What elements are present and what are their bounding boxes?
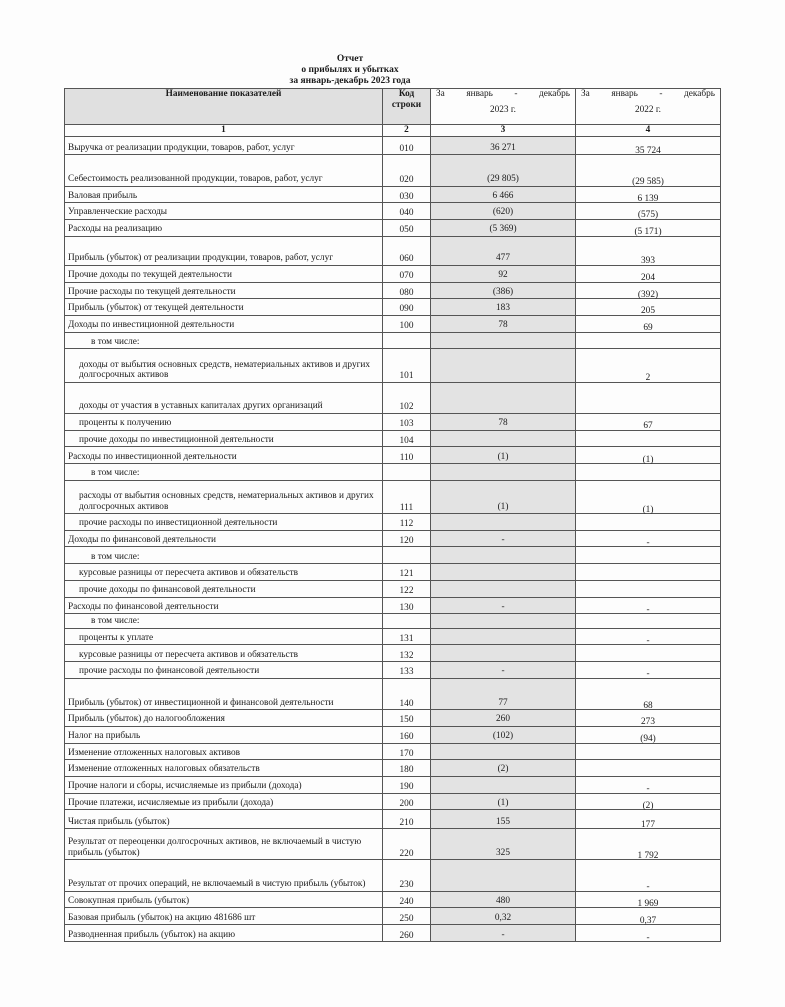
row-value-2022: 273 xyxy=(576,710,721,727)
row-code: 210 xyxy=(383,810,431,829)
row-name: Доходы по финансовой деятельности xyxy=(65,530,383,547)
row-value-2023: (1) xyxy=(431,480,576,513)
row-value-2023: 6 466 xyxy=(431,186,576,203)
report-subtitle: о прибылях и убытках xyxy=(301,65,399,75)
row-value-2022 xyxy=(576,332,721,349)
row-code: 130 xyxy=(383,597,431,614)
row-code: 040 xyxy=(383,203,431,220)
row-name: проценты к получению xyxy=(65,413,383,430)
row-code: 100 xyxy=(383,315,431,332)
header-code: Код строки xyxy=(383,89,431,125)
row-code: 150 xyxy=(383,710,431,727)
header-previous-dash: - xyxy=(659,89,663,99)
row-value-2022: 6 139 xyxy=(576,186,721,203)
column-number: 1 xyxy=(65,125,383,137)
row-value-2022 xyxy=(576,580,721,597)
row-name: в том числе: xyxy=(65,332,383,349)
row-value-2022: 68 xyxy=(576,678,721,709)
row-value-2023: (620) xyxy=(431,203,576,220)
row-value-2022 xyxy=(576,760,721,777)
row-code: 121 xyxy=(383,564,431,581)
row-value-2022: - xyxy=(576,925,721,942)
row-value-2022 xyxy=(576,645,721,662)
row-value-2023: 183 xyxy=(431,299,576,316)
row-value-2022 xyxy=(576,547,721,564)
row-value-2023: (2) xyxy=(431,760,576,777)
row-value-2022: 69 xyxy=(576,315,721,332)
row-value-2023 xyxy=(431,332,576,349)
row-name: в том числе: xyxy=(65,547,383,564)
row-value-2022: 204 xyxy=(576,265,721,282)
table-row xyxy=(65,645,721,662)
table-row xyxy=(65,430,721,447)
table-row xyxy=(65,136,721,155)
row-name: расходы от выбытия основных средств, нематериальных активов и других долгосрочных активов xyxy=(65,480,383,513)
report-title: Отчет xyxy=(336,54,364,64)
table-row xyxy=(65,760,721,777)
row-code: 112 xyxy=(383,514,431,531)
table-row xyxy=(65,710,721,727)
table-row xyxy=(65,891,721,908)
row-name: Прочие расходы по текущей деятельности xyxy=(65,282,383,299)
row-code: 111 xyxy=(383,480,431,513)
row-value-2022: - xyxy=(576,662,721,679)
table-row xyxy=(65,678,721,709)
row-value-2022: (29 585) xyxy=(576,155,721,186)
row-name: курсовые разницы от пересчета активов и обязательств xyxy=(65,564,383,581)
table-row xyxy=(65,908,721,925)
table-row xyxy=(65,282,721,299)
row-code: 120 xyxy=(383,530,431,547)
table-row xyxy=(65,219,721,236)
row-value-2023 xyxy=(431,628,576,645)
row-code: 200 xyxy=(383,793,431,810)
row-value-2023 xyxy=(431,645,576,662)
row-code xyxy=(383,614,431,629)
row-value-2023: - xyxy=(431,530,576,547)
row-code: 102 xyxy=(383,382,431,413)
table-row xyxy=(65,628,721,645)
row-code: 030 xyxy=(383,186,431,203)
row-value-2023: 0,32 xyxy=(431,908,576,925)
row-value-2022 xyxy=(576,382,721,413)
header-current-period xyxy=(431,89,576,125)
header-previous-year: 2022 г. xyxy=(634,104,661,115)
row-name: Прибыль (убыток) от текущей деятельности xyxy=(65,299,383,316)
row-value-2023: (1) xyxy=(431,793,576,810)
header-current-dash: - xyxy=(514,89,518,99)
row-name: Базовая прибыль (убыток) на акцию 481686 шт xyxy=(65,908,383,925)
row-value-2022: (575) xyxy=(576,203,721,220)
row-code: 104 xyxy=(383,430,431,447)
row-code: 060 xyxy=(383,236,431,265)
row-name: Прочие доходы по текущей деятельности xyxy=(65,265,383,282)
row-code: 110 xyxy=(383,447,431,464)
row-value-2023 xyxy=(431,564,576,581)
table-row xyxy=(65,860,721,891)
row-name: Изменение отложенных налоговых обязательств xyxy=(65,760,383,777)
row-value-2022: (392) xyxy=(576,282,721,299)
table-row xyxy=(65,564,721,581)
column-number: 4 xyxy=(576,125,721,137)
table-row xyxy=(65,382,721,413)
row-value-2023: 260 xyxy=(431,710,576,727)
row-value-2022 xyxy=(576,564,721,581)
row-value-2022: 67 xyxy=(576,413,721,430)
row-value-2023: 477 xyxy=(431,236,576,265)
row-value-2023: 36 271 xyxy=(431,136,576,155)
row-name: Прибыль (убыток) от инвестиционной и финансовой деятельности xyxy=(65,678,383,709)
row-name: в том числе: xyxy=(65,614,383,629)
row-value-2022: - xyxy=(576,860,721,891)
row-code: 132 xyxy=(383,645,431,662)
row-value-2023: 92 xyxy=(431,265,576,282)
column-number-row xyxy=(65,125,721,137)
row-value-2022 xyxy=(576,514,721,531)
table-row xyxy=(65,299,721,316)
row-name: Результат от переоценки долгосрочных активов, не включаемый в чистую прибыль (убыток) xyxy=(65,829,383,860)
row-code: 101 xyxy=(383,349,431,382)
column-header-row xyxy=(65,89,721,125)
row-name: Результат от прочих операций, не включаемый в чистую прибыль (убыток) xyxy=(65,860,383,891)
row-name: Расходы на реализацию xyxy=(65,219,383,236)
row-name: Налог на прибыль xyxy=(65,726,383,743)
row-value-2022 xyxy=(576,743,721,760)
row-value-2022: (5 171) xyxy=(576,219,721,236)
row-value-2022: 2 xyxy=(576,349,721,382)
header-previous-za: За xyxy=(581,89,590,99)
row-name: проценты к уплате xyxy=(65,628,383,645)
row-value-2023: 480 xyxy=(431,891,576,908)
row-code: 160 xyxy=(383,726,431,743)
row-value-2023 xyxy=(431,614,576,629)
row-value-2022: 205 xyxy=(576,299,721,316)
row-value-2022: - xyxy=(576,628,721,645)
profit-loss-table xyxy=(64,88,721,942)
row-name: прочие доходы по инвестиционной деятельности xyxy=(65,430,383,447)
row-value-2023 xyxy=(431,382,576,413)
row-name: Расходы по финансовой деятельности xyxy=(65,597,383,614)
table-row xyxy=(65,662,721,679)
row-value-2022: 1 969 xyxy=(576,891,721,908)
row-value-2022 xyxy=(576,430,721,447)
table-row xyxy=(65,332,721,349)
row-value-2022: - xyxy=(576,530,721,547)
row-code: 260 xyxy=(383,925,431,942)
table-row xyxy=(65,547,721,564)
table-row xyxy=(65,793,721,810)
row-name: Разводненная прибыль (убыток) на акцию xyxy=(65,925,383,942)
row-value-2022: 0,37 xyxy=(576,908,721,925)
row-code xyxy=(383,464,431,481)
row-value-2022: - xyxy=(576,776,721,793)
row-name: доходы от выбытия основных средств, нематериальных активов и других долгосрочных активов xyxy=(65,349,383,382)
table-row xyxy=(65,464,721,481)
table-row xyxy=(65,236,721,265)
row-value-2022: (1) xyxy=(576,447,721,464)
row-value-2023: - xyxy=(431,597,576,614)
row-value-2022: (1) xyxy=(576,480,721,513)
row-name: Расходы по инвестиционной деятельности xyxy=(65,447,383,464)
row-value-2023: 78 xyxy=(431,413,576,430)
row-code: 220 xyxy=(383,829,431,860)
row-value-2023: (5 369) xyxy=(431,219,576,236)
row-value-2022 xyxy=(576,464,721,481)
table-row xyxy=(65,349,721,382)
row-name: курсовые разницы от пересчета активов и обязательств xyxy=(65,645,383,662)
header-current-year: 2023 г. xyxy=(489,104,516,115)
row-value-2022: 35 724 xyxy=(576,136,721,155)
row-name: доходы от участия в уставных капиталах других организаций xyxy=(65,382,383,413)
table-row xyxy=(65,530,721,547)
row-name: Доходы по инвестиционной деятельности xyxy=(65,315,383,332)
row-value-2023 xyxy=(431,349,576,382)
row-value-2022: 177 xyxy=(576,810,721,829)
table-row xyxy=(65,514,721,531)
table-row xyxy=(65,776,721,793)
row-code: 103 xyxy=(383,413,431,430)
row-name: прочие расходы по инвестиционной деятельности xyxy=(65,514,383,531)
table-row xyxy=(65,614,721,629)
header-current-from: январь xyxy=(466,89,493,99)
table-row xyxy=(65,203,721,220)
header-name: Наименование показателей xyxy=(65,89,383,125)
table-row xyxy=(65,810,721,829)
row-value-2022: 393 xyxy=(576,236,721,265)
row-value-2022: - xyxy=(576,597,721,614)
row-code: 050 xyxy=(383,219,431,236)
table-row xyxy=(65,829,721,860)
row-value-2023: (29 805) xyxy=(431,155,576,186)
table-row xyxy=(65,265,721,282)
header-current-za: За xyxy=(436,89,445,99)
table-row xyxy=(65,447,721,464)
row-code: 020 xyxy=(383,155,431,186)
table-row xyxy=(65,580,721,597)
table-row xyxy=(65,186,721,203)
column-number: 2 xyxy=(383,125,431,137)
row-value-2023: 78 xyxy=(431,315,576,332)
row-code: 122 xyxy=(383,580,431,597)
row-code: 190 xyxy=(383,776,431,793)
column-number: 3 xyxy=(431,125,576,137)
row-value-2023: (1) xyxy=(431,447,576,464)
row-value-2023 xyxy=(431,430,576,447)
row-value-2023: - xyxy=(431,662,576,679)
row-value-2022 xyxy=(576,614,721,629)
row-code: 170 xyxy=(383,743,431,760)
row-value-2023: 77 xyxy=(431,678,576,709)
table-row xyxy=(65,315,721,332)
row-name: Изменение отложенных налоговых активов xyxy=(65,743,383,760)
report-header xyxy=(250,54,450,87)
table-row xyxy=(65,597,721,614)
row-code xyxy=(383,332,431,349)
row-name: Совокупная прибыль (убыток) xyxy=(65,891,383,908)
row-value-2022: (94) xyxy=(576,726,721,743)
row-code: 250 xyxy=(383,908,431,925)
row-name: Валовая прибыль xyxy=(65,186,383,203)
row-value-2023 xyxy=(431,743,576,760)
row-name: Себестоимость реализованной продукции, товаров, работ, услуг xyxy=(65,155,383,186)
row-value-2023 xyxy=(431,547,576,564)
table-body xyxy=(65,136,721,942)
row-code: 010 xyxy=(383,136,431,155)
table-row xyxy=(65,743,721,760)
row-code: 230 xyxy=(383,860,431,891)
table-row xyxy=(65,413,721,430)
row-value-2023 xyxy=(431,514,576,531)
row-value-2022: 1 792 xyxy=(576,829,721,860)
row-name: Прочие налоги и сборы, исчисляемые из прибыли (дохода) xyxy=(65,776,383,793)
row-code: 240 xyxy=(383,891,431,908)
table-row xyxy=(65,155,721,186)
row-code xyxy=(383,547,431,564)
row-name: Выручка от реализации продукции, товаров, работ, услуг xyxy=(65,136,383,155)
table-row xyxy=(65,480,721,513)
table-row xyxy=(65,726,721,743)
row-value-2023 xyxy=(431,464,576,481)
row-code: 090 xyxy=(383,299,431,316)
header-previous-from: январь xyxy=(611,89,638,99)
row-code: 080 xyxy=(383,282,431,299)
row-value-2023: 325 xyxy=(431,829,576,860)
row-name: Чистая прибыль (убыток) xyxy=(65,810,383,829)
row-value-2023: - xyxy=(431,925,576,942)
row-name: Прочие платежи, исчисляемые из прибыли (дохода) xyxy=(65,793,383,810)
row-value-2023: (386) xyxy=(431,282,576,299)
row-name: в том числе: xyxy=(65,464,383,481)
row-name: прочие расходы по финансовой деятельности xyxy=(65,662,383,679)
row-code: 140 xyxy=(383,678,431,709)
header-current-to: декабрь xyxy=(539,89,570,99)
row-code: 131 xyxy=(383,628,431,645)
table-row xyxy=(65,925,721,942)
row-value-2023 xyxy=(431,860,576,891)
header-previous-period xyxy=(576,89,721,125)
row-value-2023: 155 xyxy=(431,810,576,829)
row-name: Прибыль (убыток) до налогообложения xyxy=(65,710,383,727)
row-value-2023: (102) xyxy=(431,726,576,743)
row-code: 133 xyxy=(383,662,431,679)
row-name: Управленческие расходы xyxy=(65,203,383,220)
row-name: Прибыль (убыток) от реализации продукции, товаров, работ, услуг xyxy=(65,236,383,265)
row-name: прочие доходы по финансовой деятельности xyxy=(65,580,383,597)
report-period: за январь-декабрь 2023 года xyxy=(289,76,411,86)
row-code: 180 xyxy=(383,760,431,777)
row-value-2023 xyxy=(431,580,576,597)
header-previous-to: декабрь xyxy=(684,89,715,99)
row-value-2022: (2) xyxy=(576,793,721,810)
row-code: 070 xyxy=(383,265,431,282)
row-value-2023 xyxy=(431,776,576,793)
